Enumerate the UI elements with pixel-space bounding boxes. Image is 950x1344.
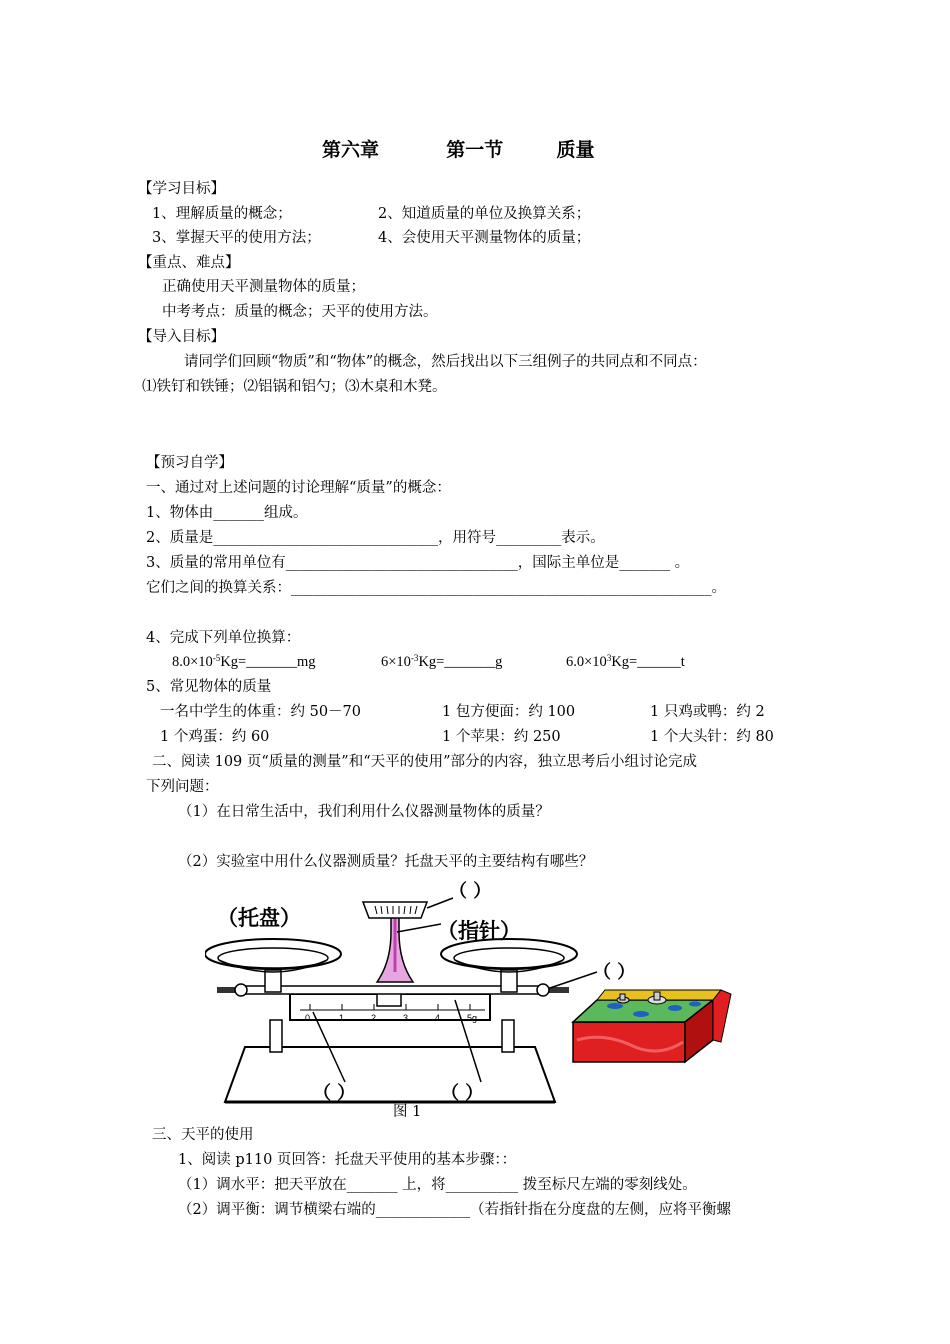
problem-1: （1）在日常生活中，我们利用什么仪器测量物体的质量？ [178,804,550,820]
blank-label-bottom-left: （ ） [313,1083,356,1104]
label-tray: （托盘） [217,906,301,930]
title-chapter: 第六章 [322,139,380,161]
blank-label-right: （ ） [593,962,636,983]
figure-caption: 图 1 [393,1104,422,1120]
label-pointer: （指针） [437,919,521,943]
scale-tick-3: 4 [435,1013,441,1023]
preview-heading: 【预习自学】 [146,455,233,471]
scale-tick-1: 2 [371,1013,377,1023]
section-2-line-2: 下列问题： [146,779,219,795]
blank-label-top: （ ） [449,881,492,902]
key-line-1: 正确使用天平测量物体的质量； [162,279,365,295]
balance-base [225,1047,555,1102]
conversion-2: $6\times 10^{-3}Kg=\_\_\_\_\_\_\_g$ [381,653,503,670]
intro-line-2: ⑴铁钉和铁锤；⑵铝锅和铝勺；⑶木桌和木凳。 [142,379,447,395]
goal-3: 3、掌握天平的使用方法； [152,230,321,246]
use-step-2: （2）调平衡：调节横梁右端的_____________（若指针指在分度盘的左侧，应将平衡螺 [178,1202,731,1218]
title-topic: 质量 [556,139,595,161]
question-1: 1、物体由_______组成。 [146,505,308,521]
question-3b: 它们之间的换算关系：__________________________________________________________。 [146,580,726,596]
section-1-title: 一、通过对上述问题的讨论理解“质量”的概念： [146,480,451,496]
use-step-intro: 1、阅读 p110 页回答：托盘天平使用的基本步骤：： [178,1152,517,1168]
beam [245,986,545,994]
key-line-2: 中考考点：质量的概念；天平的使用方法。 [162,304,438,320]
scale-tick-0: 1 [339,1013,345,1023]
mass-example-2: 1 包方便面：约 100 [442,704,576,720]
mass-example-3: 1 只鸡或鸭：约 2 [650,704,765,720]
scale-tick-2: 3 [403,1013,409,1023]
left-support [270,1020,282,1052]
goal-2: 2、知道质量的单位及换算关系； [378,206,591,222]
intro-line-1: 请同学们回顾“物质”和“物体”的概念，然后找出以下三组例子的共同点和不同点： [184,354,707,370]
goal-1: 1、理解质量的概念； [152,206,292,222]
use-step-1: （1）调水平：把天平放在_______ 上，将__________ 拨至标尺左端的零刻线处。 [178,1177,697,1193]
mass-example-4: 1 个鸡蛋：约 60 [160,729,270,745]
left-screw [217,987,237,993]
blank-label-bottom-right: （ ） [441,1083,484,1104]
mass-example-6: 1 个大头针：约 80 [650,729,774,745]
question-5: 5、常见物体的质量 [146,679,272,695]
balance-figure [205,872,765,1132]
question-3: 3、质量的常用单位有________________________________，国际主单位是_______ 。 [146,555,690,571]
problem-2: （2）实验室中用什么仪器测质量？托盘天平的主要结构有哪些？ [178,854,594,870]
conversion-1: $8.0\times 10^{-5}Kg=\_\_\_\_\_\_\_mg$ [172,653,316,670]
conversion-3: $6.0\times 10^3Kg=\_\_\_\_\_\_t$ [566,653,685,670]
scale-tick-4: 5g [467,1013,478,1023]
key-heading: 【重点、难点】 [138,255,240,271]
goal-4: 4、会使用天平测量物体的质量； [378,230,591,246]
weight-box [573,990,731,1062]
intro-heading: 【导入目标】 [138,329,225,345]
right-tray [441,939,577,972]
section-3-title: 三、天平的使用 [152,1127,254,1143]
title-section: 第一节 [446,139,504,161]
section-2-line-1: 二、阅读 109 页“质量的测量”和“天平的使用”部分的内容，独立思考后小组讨论完成 [152,754,698,770]
left-tray [205,939,341,972]
question-4: 4、完成下列单位换算： [146,630,301,646]
page-title [322,140,595,160]
question-2: 2、质量是_______________________________，用符号_________表示。 [146,530,605,546]
scale-tick-zero: 0 [305,1013,311,1023]
mass-example-1: 一名中学生的体重：约 50－70 [160,704,362,720]
goals-heading: 【学习目标】 [138,181,225,197]
mass-example-5: 1 个苹果：约 250 [442,729,561,745]
index-plate [363,902,427,918]
right-support [502,1020,514,1052]
